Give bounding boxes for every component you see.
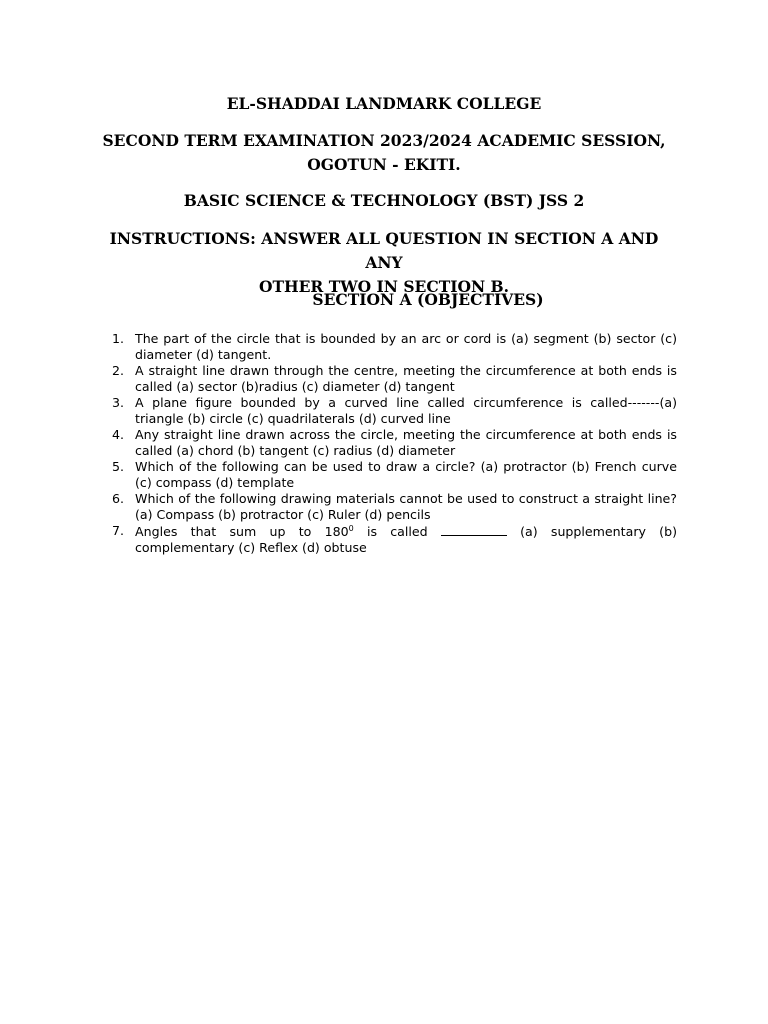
exam-title bbox=[96, 129, 672, 177]
question-text bbox=[135, 524, 677, 555]
question-item bbox=[96, 459, 677, 491]
section-title: SECTION A (OBJECTIVES) bbox=[312, 290, 544, 309]
question-text: Any straight line drawn across the circle, meeting the circumference at both ends is called (a) chord (b) tangent (c) radius (d) diameter bbox=[135, 427, 677, 458]
subject-title: BASIC SCIENCE & TECHNOLOGY (BST) JSS 2 bbox=[183, 191, 585, 210]
question-number: 2. bbox=[112, 363, 125, 378]
question-item bbox=[96, 363, 677, 395]
question-text-part: (a) supplementary (b) complementary (c) Reflex (d) obtuse bbox=[135, 524, 678, 555]
question-text: The part of the circle that is bounded by an arc or cord is (a) segment (b) sector (c) diameter (d) tangent. bbox=[135, 331, 677, 362]
question-text: Which of the following can be used to draw a circle? (a) protractor (b) French curve (c) compass (d) template bbox=[135, 459, 677, 490]
question-item bbox=[96, 523, 677, 556]
answer-blank bbox=[441, 523, 507, 536]
exam-title-line-1: SECOND TERM EXAMINATION 2023/2024 ACADEMIC SESSION, bbox=[102, 131, 666, 150]
question-item bbox=[96, 491, 677, 523]
question-number: 5. bbox=[112, 459, 125, 474]
question-text: A straight line drawn through the centre, meeting the circumference at both ends is called (a) sector (b)radius (c) diameter (d) tangent bbox=[135, 363, 677, 394]
school-name: EL-SHADDAI LANDMARK COLLEGE bbox=[226, 94, 542, 113]
question-item bbox=[96, 427, 677, 459]
question-number: 1. bbox=[112, 331, 125, 346]
question-list bbox=[96, 331, 677, 556]
question-text: Which of the following drawing materials cannot be used to construct a straight line? (a) Compass (b) protractor (c) Ruler (d) pencils bbox=[135, 491, 677, 522]
question-number: 3. bbox=[112, 395, 125, 410]
question-text: A plane figure bounded by a curved line called circumference is called-------(a) triangle (b) circle (c) quadrilaterals (d) curved line bbox=[135, 395, 677, 426]
question-number: 7. bbox=[112, 523, 125, 538]
instructions-line-2: OTHER TWO IN SECTION B. bbox=[258, 277, 510, 296]
instructions-line-1: INSTRUCTIONS: ANSWER ALL QUESTION IN SECTION A AND ANY bbox=[109, 229, 659, 272]
question-number: 4. bbox=[112, 427, 125, 442]
degree-superscript: 0 bbox=[348, 523, 354, 533]
exam-title-line-2: OGOTUN - EKITI. bbox=[307, 155, 461, 174]
question-item bbox=[96, 331, 677, 363]
question-item bbox=[96, 395, 677, 427]
question-number: 6. bbox=[112, 491, 125, 506]
question-text-part: Angles that sum up to 180 bbox=[135, 524, 349, 539]
question-text-part: is called bbox=[353, 524, 441, 539]
